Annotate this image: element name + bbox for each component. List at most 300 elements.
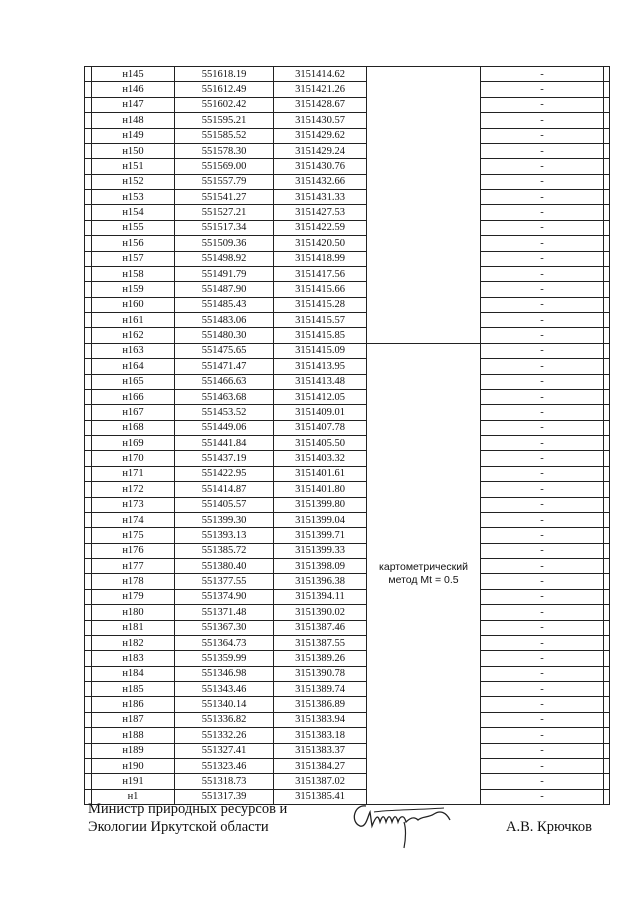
- handwritten-signature: [344, 792, 464, 852]
- method-cell-upper: [367, 67, 481, 344]
- accuracy-cell: -: [481, 205, 604, 220]
- margin-cell: [85, 220, 92, 235]
- margin-cell: [604, 743, 610, 758]
- point-id-cell: н168: [92, 420, 175, 435]
- x-coordinate-cell: 551340.14: [175, 697, 274, 712]
- accuracy-cell: -: [481, 482, 604, 497]
- margin-cell: [85, 528, 92, 543]
- x-coordinate-cell: 551557.79: [175, 174, 274, 189]
- margin-cell: [604, 589, 610, 604]
- margin-cell: [85, 420, 92, 435]
- margin-cell: [604, 758, 610, 773]
- point-id-cell: н191: [92, 774, 175, 789]
- table-row: [85, 728, 610, 743]
- accuracy-cell: -: [481, 559, 604, 574]
- point-id-cell: н158: [92, 266, 175, 281]
- margin-cell: [85, 758, 92, 773]
- x-coordinate-cell: 551483.06: [175, 313, 274, 328]
- table-row: [85, 389, 610, 404]
- table-row: [85, 666, 610, 681]
- x-coordinate-cell: 551367.30: [175, 620, 274, 635]
- margin-cell: [85, 436, 92, 451]
- point-id-cell: н182: [92, 635, 175, 650]
- x-coordinate-cell: 551380.40: [175, 559, 274, 574]
- margin-cell: [85, 82, 92, 97]
- table-row: [85, 113, 610, 128]
- x-coordinate-cell: 551332.26: [175, 728, 274, 743]
- y-coordinate-cell: 3151387.55: [274, 635, 367, 650]
- margin-cell: [604, 328, 610, 343]
- point-id-cell: н165: [92, 374, 175, 389]
- margin-cell: [85, 697, 92, 712]
- table-row: [85, 743, 610, 758]
- margin-cell: [85, 359, 92, 374]
- point-id-cell: н155: [92, 220, 175, 235]
- margin-cell: [604, 143, 610, 158]
- y-coordinate-cell: 3151383.37: [274, 743, 367, 758]
- table-row: [85, 451, 610, 466]
- accuracy-cell: -: [481, 374, 604, 389]
- x-coordinate-cell: 551437.19: [175, 451, 274, 466]
- margin-cell: [604, 282, 610, 297]
- margin-cell: [604, 789, 610, 804]
- point-id-cell: н171: [92, 466, 175, 481]
- y-coordinate-cell: 3151384.27: [274, 758, 367, 773]
- table-row: [85, 359, 610, 374]
- point-id-cell: н174: [92, 512, 175, 527]
- margin-cell: [85, 743, 92, 758]
- x-coordinate-cell: 551374.90: [175, 589, 274, 604]
- table-row: [85, 436, 610, 451]
- margin-cell: [85, 97, 92, 112]
- table-row: [85, 574, 610, 589]
- margin-cell: [85, 266, 92, 281]
- table-row: [85, 174, 610, 189]
- point-id-cell: н185: [92, 682, 175, 697]
- x-coordinate-cell: 551414.87: [175, 482, 274, 497]
- margin-cell: [85, 497, 92, 512]
- x-coordinate-cell: 551449.06: [175, 420, 274, 435]
- margin-cell: [85, 405, 92, 420]
- table-row: [85, 559, 610, 574]
- point-id-cell: н145: [92, 67, 175, 82]
- margin-cell: [85, 589, 92, 604]
- y-coordinate-cell: 3151399.33: [274, 543, 367, 558]
- y-coordinate-cell: 3151412.05: [274, 389, 367, 404]
- x-coordinate-cell: 551612.49: [175, 82, 274, 97]
- table-row: [85, 251, 610, 266]
- margin-cell: [604, 651, 610, 666]
- table-row: [85, 589, 610, 604]
- x-coordinate-cell: 551480.30: [175, 328, 274, 343]
- point-id-cell: н188: [92, 728, 175, 743]
- margin-cell: [604, 482, 610, 497]
- margin-cell: [85, 712, 92, 727]
- x-coordinate-cell: 551359.99: [175, 651, 274, 666]
- table-row: [85, 282, 610, 297]
- y-coordinate-cell: 3151430.57: [274, 113, 367, 128]
- margin-cell: [604, 682, 610, 697]
- accuracy-cell: -: [481, 67, 604, 82]
- margin-cell: [604, 420, 610, 435]
- point-id-cell: н164: [92, 359, 175, 374]
- table-row: [85, 266, 610, 281]
- accuracy-cell: -: [481, 128, 604, 143]
- margin-cell: [85, 559, 92, 574]
- accuracy-cell: -: [481, 651, 604, 666]
- y-coordinate-cell: 3151383.94: [274, 712, 367, 727]
- y-coordinate-cell: 3151396.38: [274, 574, 367, 589]
- accuracy-cell: -: [481, 420, 604, 435]
- y-coordinate-cell: 3151405.50: [274, 436, 367, 451]
- margin-cell: [604, 559, 610, 574]
- margin-cell: [604, 190, 610, 205]
- x-coordinate-cell: 551364.73: [175, 635, 274, 650]
- point-id-cell: н1: [92, 789, 175, 804]
- margin-cell: [85, 466, 92, 481]
- signatory-name: А.В. Крючков: [506, 819, 592, 835]
- table-row: [85, 128, 610, 143]
- point-id-cell: н180: [92, 605, 175, 620]
- table-row: [85, 605, 610, 620]
- accuracy-cell: -: [481, 758, 604, 773]
- y-coordinate-cell: 3151415.09: [274, 343, 367, 358]
- y-coordinate-cell: 3151429.24: [274, 143, 367, 158]
- table-row: [85, 67, 610, 82]
- margin-cell: [85, 512, 92, 527]
- x-coordinate-cell: 551405.57: [175, 497, 274, 512]
- accuracy-cell: -: [481, 313, 604, 328]
- margin-cell: [85, 174, 92, 189]
- table-row: [85, 466, 610, 481]
- coordinates-table-body: [85, 67, 610, 805]
- accuracy-cell: -: [481, 712, 604, 727]
- accuracy-cell: -: [481, 512, 604, 527]
- accuracy-cell: -: [481, 174, 604, 189]
- y-coordinate-cell: 3151417.56: [274, 266, 367, 281]
- table-row: [85, 635, 610, 650]
- margin-cell: [604, 389, 610, 404]
- x-coordinate-cell: 551475.65: [175, 343, 274, 358]
- y-coordinate-cell: 3151413.48: [274, 374, 367, 389]
- point-id-cell: н177: [92, 559, 175, 574]
- y-coordinate-cell: 3151427.53: [274, 205, 367, 220]
- margin-cell: [85, 328, 92, 343]
- table-row: [85, 236, 610, 251]
- y-coordinate-cell: 3151387.02: [274, 774, 367, 789]
- margin-cell: [85, 620, 92, 635]
- margin-cell: [604, 220, 610, 235]
- x-coordinate-cell: 551595.21: [175, 113, 274, 128]
- point-id-cell: н146: [92, 82, 175, 97]
- margin-cell: [604, 128, 610, 143]
- accuracy-cell: -: [481, 328, 604, 343]
- point-id-cell: н173: [92, 497, 175, 512]
- margin-cell: [604, 543, 610, 558]
- accuracy-cell: -: [481, 359, 604, 374]
- margin-cell: [604, 236, 610, 251]
- margin-cell: [604, 528, 610, 543]
- point-id-cell: н154: [92, 205, 175, 220]
- margin-cell: [604, 174, 610, 189]
- margin-cell: [604, 343, 610, 358]
- margin-cell: [604, 635, 610, 650]
- margin-cell: [604, 451, 610, 466]
- table-row: [85, 143, 610, 158]
- point-id-cell: н148: [92, 113, 175, 128]
- x-coordinate-cell: 551385.72: [175, 543, 274, 558]
- margin-cell: [604, 466, 610, 481]
- accuracy-cell: -: [481, 789, 604, 804]
- accuracy-cell: -: [481, 543, 604, 558]
- margin-cell: [85, 651, 92, 666]
- point-id-cell: н170: [92, 451, 175, 466]
- margin-cell: [604, 297, 610, 312]
- y-coordinate-cell: 3151407.78: [274, 420, 367, 435]
- margin-cell: [604, 666, 610, 681]
- point-id-cell: н181: [92, 620, 175, 635]
- x-coordinate-cell: 551317.39: [175, 789, 274, 804]
- y-coordinate-cell: 3151409.01: [274, 405, 367, 420]
- y-coordinate-cell: 3151389.26: [274, 651, 367, 666]
- margin-cell: [85, 451, 92, 466]
- margin-cell: [85, 543, 92, 558]
- table-row: [85, 512, 610, 527]
- margin-cell: [604, 512, 610, 527]
- y-coordinate-cell: 3151389.74: [274, 682, 367, 697]
- margin-cell: [85, 374, 92, 389]
- table-row: [85, 374, 610, 389]
- accuracy-cell: -: [481, 97, 604, 112]
- margin-cell: [85, 282, 92, 297]
- margin-cell: [604, 251, 610, 266]
- table-row: [85, 682, 610, 697]
- y-coordinate-cell: 3151383.18: [274, 728, 367, 743]
- x-coordinate-cell: 551491.79: [175, 266, 274, 281]
- margin-cell: [85, 236, 92, 251]
- signatory-position-line1: Министр природных ресурсов и: [88, 801, 288, 817]
- margin-cell: [604, 436, 610, 451]
- table-row: [85, 205, 610, 220]
- x-coordinate-cell: 551569.00: [175, 159, 274, 174]
- margin-cell: [604, 113, 610, 128]
- accuracy-cell: -: [481, 282, 604, 297]
- margin-cell: [604, 67, 610, 82]
- accuracy-cell: -: [481, 682, 604, 697]
- table-row: [85, 297, 610, 312]
- point-id-cell: н178: [92, 574, 175, 589]
- point-id-cell: н159: [92, 282, 175, 297]
- point-id-cell: н149: [92, 128, 175, 143]
- x-coordinate-cell: 551393.13: [175, 528, 274, 543]
- x-coordinate-cell: 551578.30: [175, 143, 274, 158]
- x-coordinate-cell: 551585.52: [175, 128, 274, 143]
- accuracy-cell: -: [481, 605, 604, 620]
- y-coordinate-cell: 3151390.02: [274, 605, 367, 620]
- table-row: [85, 328, 610, 343]
- margin-cell: [604, 405, 610, 420]
- table-row: [85, 620, 610, 635]
- accuracy-cell: -: [481, 574, 604, 589]
- margin-cell: [85, 297, 92, 312]
- table-row: [85, 697, 610, 712]
- table-row: [85, 405, 610, 420]
- accuracy-cell: -: [481, 666, 604, 681]
- table-row: [85, 313, 610, 328]
- margin-cell: [604, 620, 610, 635]
- x-coordinate-cell: 551441.84: [175, 436, 274, 451]
- point-id-cell: н179: [92, 589, 175, 604]
- accuracy-cell: -: [481, 343, 604, 358]
- point-id-cell: н157: [92, 251, 175, 266]
- accuracy-cell: -: [481, 113, 604, 128]
- margin-cell: [85, 682, 92, 697]
- point-id-cell: н152: [92, 174, 175, 189]
- point-id-cell: н167: [92, 405, 175, 420]
- margin-cell: [604, 574, 610, 589]
- y-coordinate-cell: 3151398.09: [274, 559, 367, 574]
- accuracy-cell: -: [481, 297, 604, 312]
- y-coordinate-cell: 3151403.32: [274, 451, 367, 466]
- accuracy-cell: -: [481, 466, 604, 481]
- point-id-cell: н175: [92, 528, 175, 543]
- x-coordinate-cell: 551346.98: [175, 666, 274, 681]
- x-coordinate-cell: 551602.42: [175, 97, 274, 112]
- x-coordinate-cell: 551422.95: [175, 466, 274, 481]
- margin-cell: [85, 143, 92, 158]
- margin-cell: [85, 343, 92, 358]
- y-coordinate-cell: 3151390.78: [274, 666, 367, 681]
- x-coordinate-cell: 551471.47: [175, 359, 274, 374]
- x-coordinate-cell: 551327.41: [175, 743, 274, 758]
- x-coordinate-cell: 551541.27: [175, 190, 274, 205]
- point-id-cell: н162: [92, 328, 175, 343]
- accuracy-cell: -: [481, 635, 604, 650]
- y-coordinate-cell: 3151428.67: [274, 97, 367, 112]
- coordinates-table: [84, 66, 610, 805]
- y-coordinate-cell: 3151430.76: [274, 159, 367, 174]
- point-id-cell: н172: [92, 482, 175, 497]
- point-id-cell: н169: [92, 436, 175, 451]
- point-id-cell: н186: [92, 697, 175, 712]
- y-coordinate-cell: 3151421.26: [274, 82, 367, 97]
- x-coordinate-cell: 551371.48: [175, 605, 274, 620]
- point-id-cell: н176: [92, 543, 175, 558]
- x-coordinate-cell: 551517.34: [175, 220, 274, 235]
- y-coordinate-cell: 3151415.57: [274, 313, 367, 328]
- x-coordinate-cell: 551336.82: [175, 712, 274, 727]
- table-row: [85, 497, 610, 512]
- point-id-cell: н163: [92, 343, 175, 358]
- margin-cell: [85, 728, 92, 743]
- accuracy-cell: -: [481, 528, 604, 543]
- signatory-position: [88, 800, 287, 836]
- point-id-cell: н153: [92, 190, 175, 205]
- method-note-cell: [367, 343, 481, 804]
- point-id-cell: н166: [92, 389, 175, 404]
- table-row: [85, 651, 610, 666]
- x-coordinate-cell: 551463.68: [175, 389, 274, 404]
- y-coordinate-cell: 3151415.28: [274, 297, 367, 312]
- y-coordinate-cell: 3151420.50: [274, 236, 367, 251]
- accuracy-cell: -: [481, 143, 604, 158]
- point-id-cell: н161: [92, 313, 175, 328]
- accuracy-cell: -: [481, 236, 604, 251]
- table-row: [85, 774, 610, 789]
- accuracy-cell: -: [481, 451, 604, 466]
- y-coordinate-cell: 3151399.71: [274, 528, 367, 543]
- table-row: [85, 758, 610, 773]
- x-coordinate-cell: 551618.19: [175, 67, 274, 82]
- y-coordinate-cell: 3151431.33: [274, 190, 367, 205]
- margin-cell: [604, 313, 610, 328]
- table-row: [85, 420, 610, 435]
- margin-cell: [604, 359, 610, 374]
- method-note-line1: картометрический: [379, 560, 468, 573]
- y-coordinate-cell: 3151432.66: [274, 174, 367, 189]
- table-row: [85, 712, 610, 727]
- margin-cell: [85, 67, 92, 82]
- y-coordinate-cell: 3151429.62: [274, 128, 367, 143]
- margin-cell: [604, 82, 610, 97]
- accuracy-cell: -: [481, 220, 604, 235]
- point-id-cell: н187: [92, 712, 175, 727]
- accuracy-cell: -: [481, 190, 604, 205]
- y-coordinate-cell: 3151387.46: [274, 620, 367, 635]
- margin-cell: [604, 605, 610, 620]
- accuracy-cell: -: [481, 436, 604, 451]
- margin-cell: [604, 728, 610, 743]
- margin-cell: [85, 205, 92, 220]
- accuracy-cell: -: [481, 697, 604, 712]
- table-row: [85, 220, 610, 235]
- table-row: [85, 528, 610, 543]
- x-coordinate-cell: 551377.55: [175, 574, 274, 589]
- margin-cell: [85, 313, 92, 328]
- margin-cell: [604, 205, 610, 220]
- margin-cell: [85, 251, 92, 266]
- margin-cell: [604, 697, 610, 712]
- y-coordinate-cell: 3151415.66: [274, 282, 367, 297]
- accuracy-cell: -: [481, 266, 604, 281]
- margin-cell: [604, 97, 610, 112]
- x-coordinate-cell: 551399.30: [175, 512, 274, 527]
- margin-cell: [85, 666, 92, 681]
- point-id-cell: н190: [92, 758, 175, 773]
- y-coordinate-cell: 3151401.61: [274, 466, 367, 481]
- accuracy-cell: -: [481, 82, 604, 97]
- table-row: [85, 97, 610, 112]
- y-coordinate-cell: 3151413.95: [274, 359, 367, 374]
- x-coordinate-cell: 551453.52: [175, 405, 274, 420]
- accuracy-cell: -: [481, 251, 604, 266]
- y-coordinate-cell: 3151415.85: [274, 328, 367, 343]
- x-coordinate-cell: 551466.63: [175, 374, 274, 389]
- margin-cell: [85, 159, 92, 174]
- point-id-cell: н147: [92, 97, 175, 112]
- margin-cell: [85, 482, 92, 497]
- margin-cell: [85, 774, 92, 789]
- table-row: [85, 343, 610, 358]
- margin-cell: [85, 635, 92, 650]
- y-coordinate-cell: 3151418.99: [274, 251, 367, 266]
- accuracy-cell: -: [481, 159, 604, 174]
- accuracy-cell: -: [481, 497, 604, 512]
- margin-cell: [85, 389, 92, 404]
- table-row: [85, 159, 610, 174]
- margin-cell: [604, 266, 610, 281]
- y-coordinate-cell: 3151385.41: [274, 789, 367, 804]
